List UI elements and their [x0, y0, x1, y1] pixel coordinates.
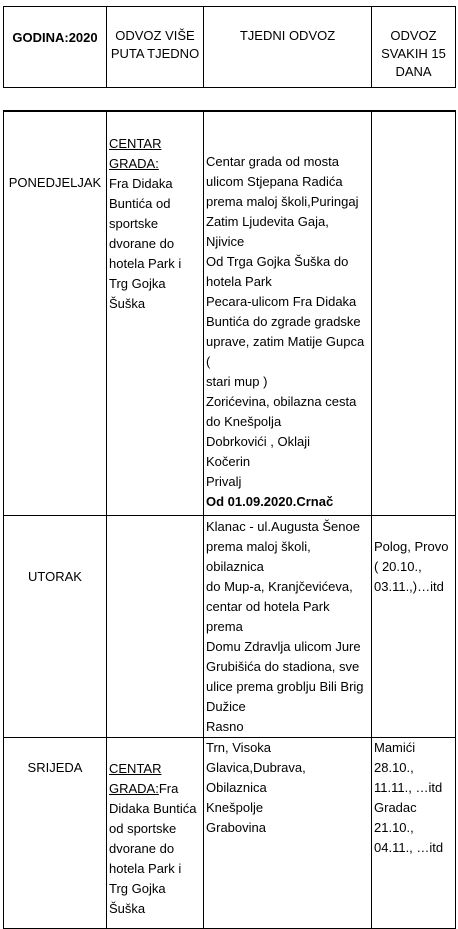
- area-title: CENTAR GRADA:: [109, 761, 162, 796]
- table-row: [4, 516, 456, 738]
- area-description: Fra Didaka Buntića od sportske dvorane do hotela Park i Trg Gojka Šuška: [109, 781, 197, 916]
- day-label: UTORAK: [28, 568, 82, 584]
- day-cell: [4, 516, 107, 738]
- table-row: [4, 111, 456, 516]
- area-description: Fra Didaka Buntića od sportske dvorane do hotela Park i Trg Gojka Šuška: [109, 176, 182, 311]
- year-header: GODINA:2020: [4, 7, 107, 88]
- weekly-route-text: Centar grada od mosta ulicom Stjepana Radića prema maloj školi,Puringaj Zatim Ljudevita Gaja, Njivice Od Trga Gojka Šuška do hotela Park Pecara-ulicom Fra Didaka Buntića do zgrade gradske uprave, zatim Matije Gupca ( stari mup ) Zorićevina, obilazna cesta do Knešpolja Dobrkovići , Oklaji Kočerin Privalj: [206, 154, 365, 489]
- weekly-route-text: Trn, Visoka Glavica,Dubrava, Obilaznica Knešpolje Grabovina: [206, 740, 306, 835]
- multi-weekly-cell: [107, 516, 204, 738]
- area-title-block: [107, 759, 203, 919]
- area-title: CENTAR GRADA:: [109, 136, 162, 171]
- schedule-table: [3, 110, 456, 929]
- weekly-cell: [204, 111, 372, 516]
- every-15-days-text: Mamići 28.10., 11.11., …itd Gradac 21.10., 04.11., …itd: [374, 740, 444, 855]
- every-15-days-cell: [372, 111, 456, 516]
- weekly-route-text: Klanac - ul.Augusta Šenoe prema maloj školi, obilaznica do Mup-a, Kranjčevićeva, centar od hotela Park prema Domu Zdravlja ulicom Jure Grubišića do stadiona, sve ulice prema groblju Bili Brig Dužice Rasno: [206, 519, 364, 734]
- every-15-days-text: Polog, Provo ( 20.10., 03.11.,)…itd: [374, 539, 449, 594]
- day-cell: [4, 111, 107, 516]
- weekly-cell: [204, 516, 372, 738]
- weekly-header: TJEDNI ODVOZ: [204, 7, 372, 88]
- day-label: PONEDJELJAK: [8, 174, 102, 190]
- multi-weekly-header: ODVOZ VIŠE PUTA TJEDNO: [107, 7, 204, 88]
- weekly-route-note: Od 01.09.2020.Crnač: [206, 494, 334, 509]
- multi-weekly-cell: [107, 111, 204, 516]
- day-label: SRIJEDA: [27, 760, 83, 775]
- header-row: [4, 7, 456, 88]
- header-table: [3, 6, 456, 88]
- every-15-days-header: ODVOZ SVAKIH 15 DANA: [372, 7, 456, 88]
- every-15-days-cell: [372, 516, 456, 738]
